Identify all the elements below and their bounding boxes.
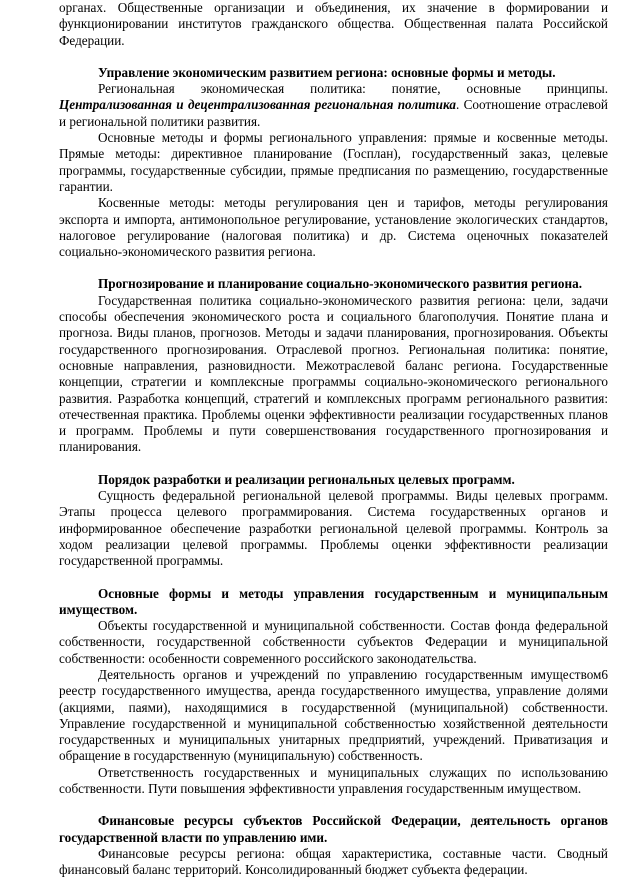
- emphasized-term: Централизованная и децентрализованная региональная политика: [59, 97, 456, 113]
- paragraph-text: . Соотношение отраслевой и региональной политики развития.: [59, 97, 608, 129]
- section-heading: Порядок разработки и реализации региональных целевых программ.: [98, 471, 515, 487]
- section-paragraph: [59, 81, 608, 130]
- section-paragraph: Финансовые ресурсы региона: общая характеристика, составные части. Сводный финансовый баланс территорий. Консолидированный бюджет субъекта федерации.: [59, 845, 608, 878]
- section-paragraph: Основные методы и формы регионального управления: прямые и косвенные методы. Прямые методы: директивное планирование (Госплан), государственный заказ, целевые программы, государственные субсидии, прямые предписания по размещению, государственные гарантии.: [59, 130, 608, 194]
- section-heading: Прогнозирование и планирование социально-экономического развития региона.: [98, 276, 583, 292]
- section-heading: Финансовые ресурсы субъектов Российской Федерации, деятельность органов государственной власти по управлению ими.: [59, 813, 608, 845]
- paragraph-text: Региональная экономическая политика: понятие, основные принципы.: [98, 81, 608, 97]
- section-paragraph: Объекты государственной и муниципальной собственности. Состав фонда федеральной собственности, государственной собственности субъектов Федерации и муниципальной собственности: особенности современного российского законодательства.: [59, 618, 608, 666]
- section-paragraph: Государственная политика социально-экономического развития региона: цели, задачи способы обеспечения экономического роста и социального благополучия. Понятие плана и прогноза. Виды планов, прогнозов. Методы и задачи планирования, прогнозирования. Объекты государственного прогнозирования. Отраслевой прогноз. Региональная политика: понятие, основные направления, разновидности. Межотраслевой баланс региона. Государственные концепции, стратегии и комплексные программы социально-экономического регионального развития. Разработка концепций, стратегий и комплексных программ регионального развития: отечественная практика. Проблемы оценки эффективности реализации государственных планов и программ. Проблемы и пути совершенствования государственного прогнозирования и планирования.: [59, 292, 608, 455]
- intro-paragraph: органах. Общественные организации и объединения, их значение в формировании и функционировании институтов гражданского общества. Общественная палата Российской Федерации.: [59, 0, 608, 48]
- section-paragraph: Деятельность органов и учреждений по управлению государственным имуществом6 реестр государственного имущества, аренда государственного имущества, управление долями (акциями, паями), находящимися в государственной (муниципальной) собственности. Управление государственной и муниципальной собственностью хозяйственной деятельности государственных и муниципальных унитарных предприятий, учреждений. Приватизация и обращение в государственную (муниципальную) собственность.: [59, 666, 608, 764]
- section-paragraph: Сущность федеральной региональной целевой программы. Виды целевых программ. Этапы процесса целевого программирования. Система государственных органов и информированное обеспечение разработки региональной целевой программы. Контроль за ходом реализации целевой программы. Проблемы оценки эффективности реализации государственной программы.: [59, 488, 608, 569]
- section-heading: Основные формы и методы управления государственным и муниципальным имуществом.: [59, 585, 608, 617]
- section-paragraph: Ответственность государственных и муниципальных служащих по использованию собственности. Пути повышения эффективности управления государственным имуществом.: [59, 764, 608, 797]
- document-page: [59, 0, 608, 879]
- section-heading: Управление экономическим развитием региона: основные формы и методы.: [98, 64, 556, 80]
- section-paragraph: Косвенные методы: методы регулирования цен и тарифов, методы регулирования экспорта и импорта, антимонопольное регулирование, установление экологических стандартов, налоговое регулирование (налоговая политика) и др. Система оценочных показателей социально-экономического развития региона.: [59, 195, 608, 260]
